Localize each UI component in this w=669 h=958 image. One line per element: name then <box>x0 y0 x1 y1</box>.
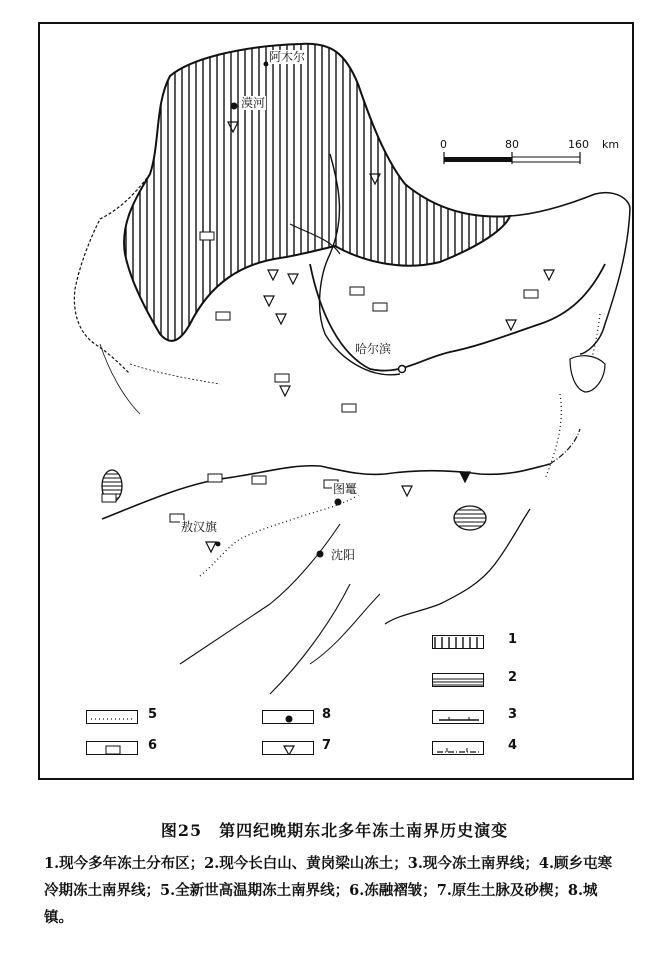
legend-swatch-3 <box>432 710 484 724</box>
legend-swatch-6 <box>86 741 138 755</box>
scale-label-80: 80 <box>505 138 519 151</box>
legend-number-7: 7 <box>322 738 332 753</box>
place-label-mohe: 漠河 <box>241 96 266 110</box>
caption-title: 图25 第四纪晚期东北多年冻土南界历史演变 <box>160 821 509 840</box>
legend-swatch-1 <box>432 635 484 649</box>
place-label-shenyang: 沈阳 <box>331 548 356 562</box>
place-label-harbin: 哈尔滨 <box>355 342 392 356</box>
holocene-line <box>200 494 360 576</box>
map-drawing <box>40 24 632 778</box>
legend-swatch-7 <box>262 741 314 755</box>
place-label-tuquan: 图鼍 <box>333 482 358 496</box>
changbai-permafrost <box>454 506 486 530</box>
northeast-boundary <box>510 193 630 354</box>
scale-bar <box>444 152 580 164</box>
legend-number-3: 3 <box>508 707 518 722</box>
legend-number-1: 1 <box>508 632 518 647</box>
scale-label-unit: km <box>602 138 620 151</box>
river-liao <box>180 524 340 664</box>
scale-label-0: 0 <box>440 138 447 151</box>
legend-number-2: 2 <box>508 670 518 685</box>
legend-number-8: 8 <box>322 707 332 722</box>
legend-swatch-8 <box>262 710 314 724</box>
legend-swatch-2 <box>432 673 484 687</box>
legend-swatch-4 <box>432 741 484 755</box>
permafrost-area <box>124 44 510 341</box>
legend-number-6: 6 <box>148 738 158 753</box>
caption-body: 1.现今多年冻土分布区；2.现今长白山、黄岗梁山冻土；3.现今冻土南界线；4.顾乡屯寒冷期冻土南界线；5.全新世高温期冻土南界线；6.冻融褶皱；7.原生土脉及砂楔；8.城镇。 <box>44 855 613 926</box>
scale-label-160: 160 <box>568 138 589 151</box>
legend-number-4: 4 <box>508 738 518 753</box>
map-frame <box>38 22 634 780</box>
place-label-aohan: 敖汉旗 <box>181 520 218 534</box>
place-label-amur: 阿木尔 <box>269 50 306 64</box>
legend-number-5: 5 <box>148 707 158 722</box>
legend-swatch-5 <box>86 710 138 724</box>
